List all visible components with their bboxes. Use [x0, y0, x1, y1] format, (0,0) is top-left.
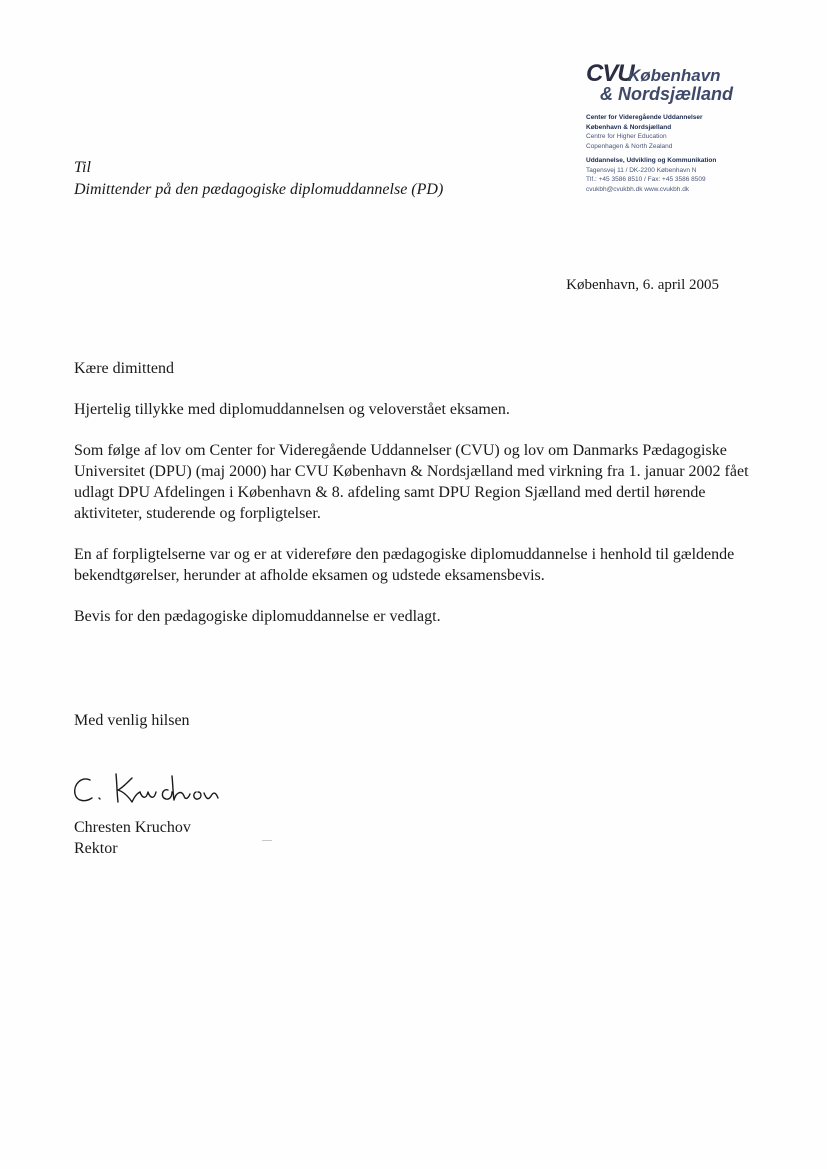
org-line: Copenhagen & North Zealand: [586, 142, 673, 150]
logo-region-text: & Nordsjælland: [600, 84, 734, 104]
closing: Med venlig hilsen: [74, 712, 190, 729]
recipient-block: [74, 157, 443, 201]
recipient-line: Til: [74, 159, 91, 176]
body-paragraph: Bevis for den pædagogiske diplomuddannelse er vedlagt.: [74, 608, 441, 625]
signer-title: Rektor: [74, 840, 118, 857]
letterhead: [586, 60, 811, 194]
org-line: Centre for Higher Education: [586, 133, 667, 140]
organization-logo: [586, 60, 811, 108]
org-line: København & Nordsjælland: [586, 123, 672, 131]
address: Tagensvej 11 / DK-2200 København N: [586, 166, 697, 174]
contact-block: [586, 156, 811, 194]
body-paragraph: Som følge af lov om Center for Videregående Uddannelser (CVU) og lov om Danmarks Pædagogiske Universitet (DPU) (maj 2000) har CVU København & Nordsjælland med virkning fra 1. januar 2002 fået udlagt DPU Afdelingen i København & 8. afdeling samt DPU Region Sjælland med dertil hørende aktiviteter, studerende og forpligtelser.: [74, 442, 749, 522]
handwritten-signature: [68, 766, 228, 816]
email-web: cvukbh@cvukbh.dk www.cvukbh.dk: [586, 185, 690, 193]
logo-cvu-text: CVU: [586, 60, 634, 87]
body-paragraph: Hjertelig tillykke med diplomuddannelsen og veloverstået eksamen.: [74, 401, 510, 418]
department-name: Uddannelse, Udvikling og Kommunikation: [586, 157, 717, 164]
body-paragraph: En af forpligtelserne var og er at videreføre den pædagogiske diplomuddannelse i henhold til gældende bekendtgørelser, herunder at afholde eksamen og udstede eksamensbevis.: [74, 546, 735, 584]
signer-block: [74, 817, 191, 859]
letter-date: København, 6. april 2005: [566, 277, 719, 293]
phone-fax: Tlf.: +45 3586 8510 / Fax: +45 3586 8509: [586, 176, 706, 183]
organization-names: [586, 113, 811, 151]
signer-name: Chresten Kruchov: [74, 819, 191, 836]
letter-body: [74, 358, 754, 647]
scan-mark: [262, 840, 272, 841]
org-line: Center for Videregående Uddannelser: [586, 114, 703, 121]
recipient-line: Dimittender på den pædagogiske diplomuddannelse (PD): [74, 181, 444, 198]
salutation: Kære dimittend: [74, 360, 174, 377]
logo-city-text: København: [628, 66, 721, 85]
